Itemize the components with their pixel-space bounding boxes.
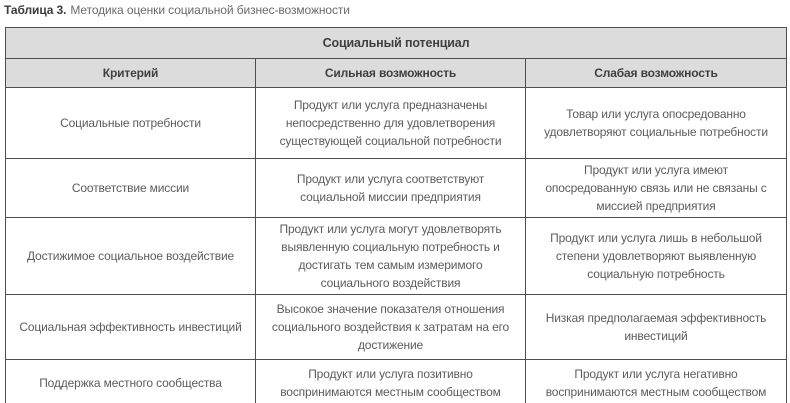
- table-row: [6, 88, 787, 159]
- weak-opportunity-cell: Низкая предполагаемая эффективность инвестиций: [526, 295, 787, 360]
- table-title: [4, 3, 786, 17]
- strong-opportunity-cell: Продукт или услуга позитивно воспринимаются местным сообществом: [256, 360, 526, 403]
- strong-opportunity-cell: Высокое значение показателя отношения социального воздействия к затратам на его достижение: [256, 295, 526, 360]
- column-header-criterion: Критерий: [6, 59, 256, 88]
- criterion-cell: Поддержка местного сообщества: [6, 360, 256, 403]
- criterion-cell: Социальная эффективность инвестиций: [6, 295, 256, 360]
- social-potential-table: [5, 27, 787, 403]
- table-row: [6, 360, 787, 403]
- column-header-weak: Слабая возможность: [526, 59, 787, 88]
- criterion-cell: Соответствие миссии: [6, 159, 256, 218]
- table-row: [6, 295, 787, 360]
- criterion-cell: Достижимое социальное воздействие: [6, 218, 256, 295]
- table-row: [6, 218, 787, 295]
- table-title-label: Таблица 3.: [4, 3, 67, 17]
- criterion-cell: Социальные потребности: [6, 88, 256, 159]
- table-title-text: Методика оценки социальной бизнес-возможности: [70, 3, 350, 17]
- strong-opportunity-cell: Продукт или услуга предназначены непосредственно для удовлетворения существующей социальной потребности: [256, 88, 526, 159]
- column-header-strong: Сильная возможность: [256, 59, 526, 88]
- table-row: [6, 159, 787, 218]
- strong-opportunity-cell: Продукт или услуга соответствуют социальной миссии предприятия: [256, 159, 526, 218]
- strong-opportunity-cell: Продукт или услуга могут удовлетворять выявленную социальную потребность и достигать тем самым измеримого социального воздействия: [256, 218, 526, 295]
- weak-opportunity-cell: Продукт или услуга имеют опосредованную связь или не связаны с миссией предприятия: [526, 159, 787, 218]
- weak-opportunity-cell: Продукт или услуга лишь в небольшой степени удовлетворяют выявленную социальную потребность: [526, 218, 787, 295]
- weak-opportunity-cell: Товар или услуга опосредованно удовлетворяют социальные потребности: [526, 88, 787, 159]
- weak-opportunity-cell: Продукт или услуга негативно воспринимаются местным сообществом: [526, 360, 787, 403]
- table-header-row: [6, 59, 787, 88]
- table-caption-row: [6, 28, 787, 59]
- table-caption: Социальный потенциал: [6, 28, 787, 59]
